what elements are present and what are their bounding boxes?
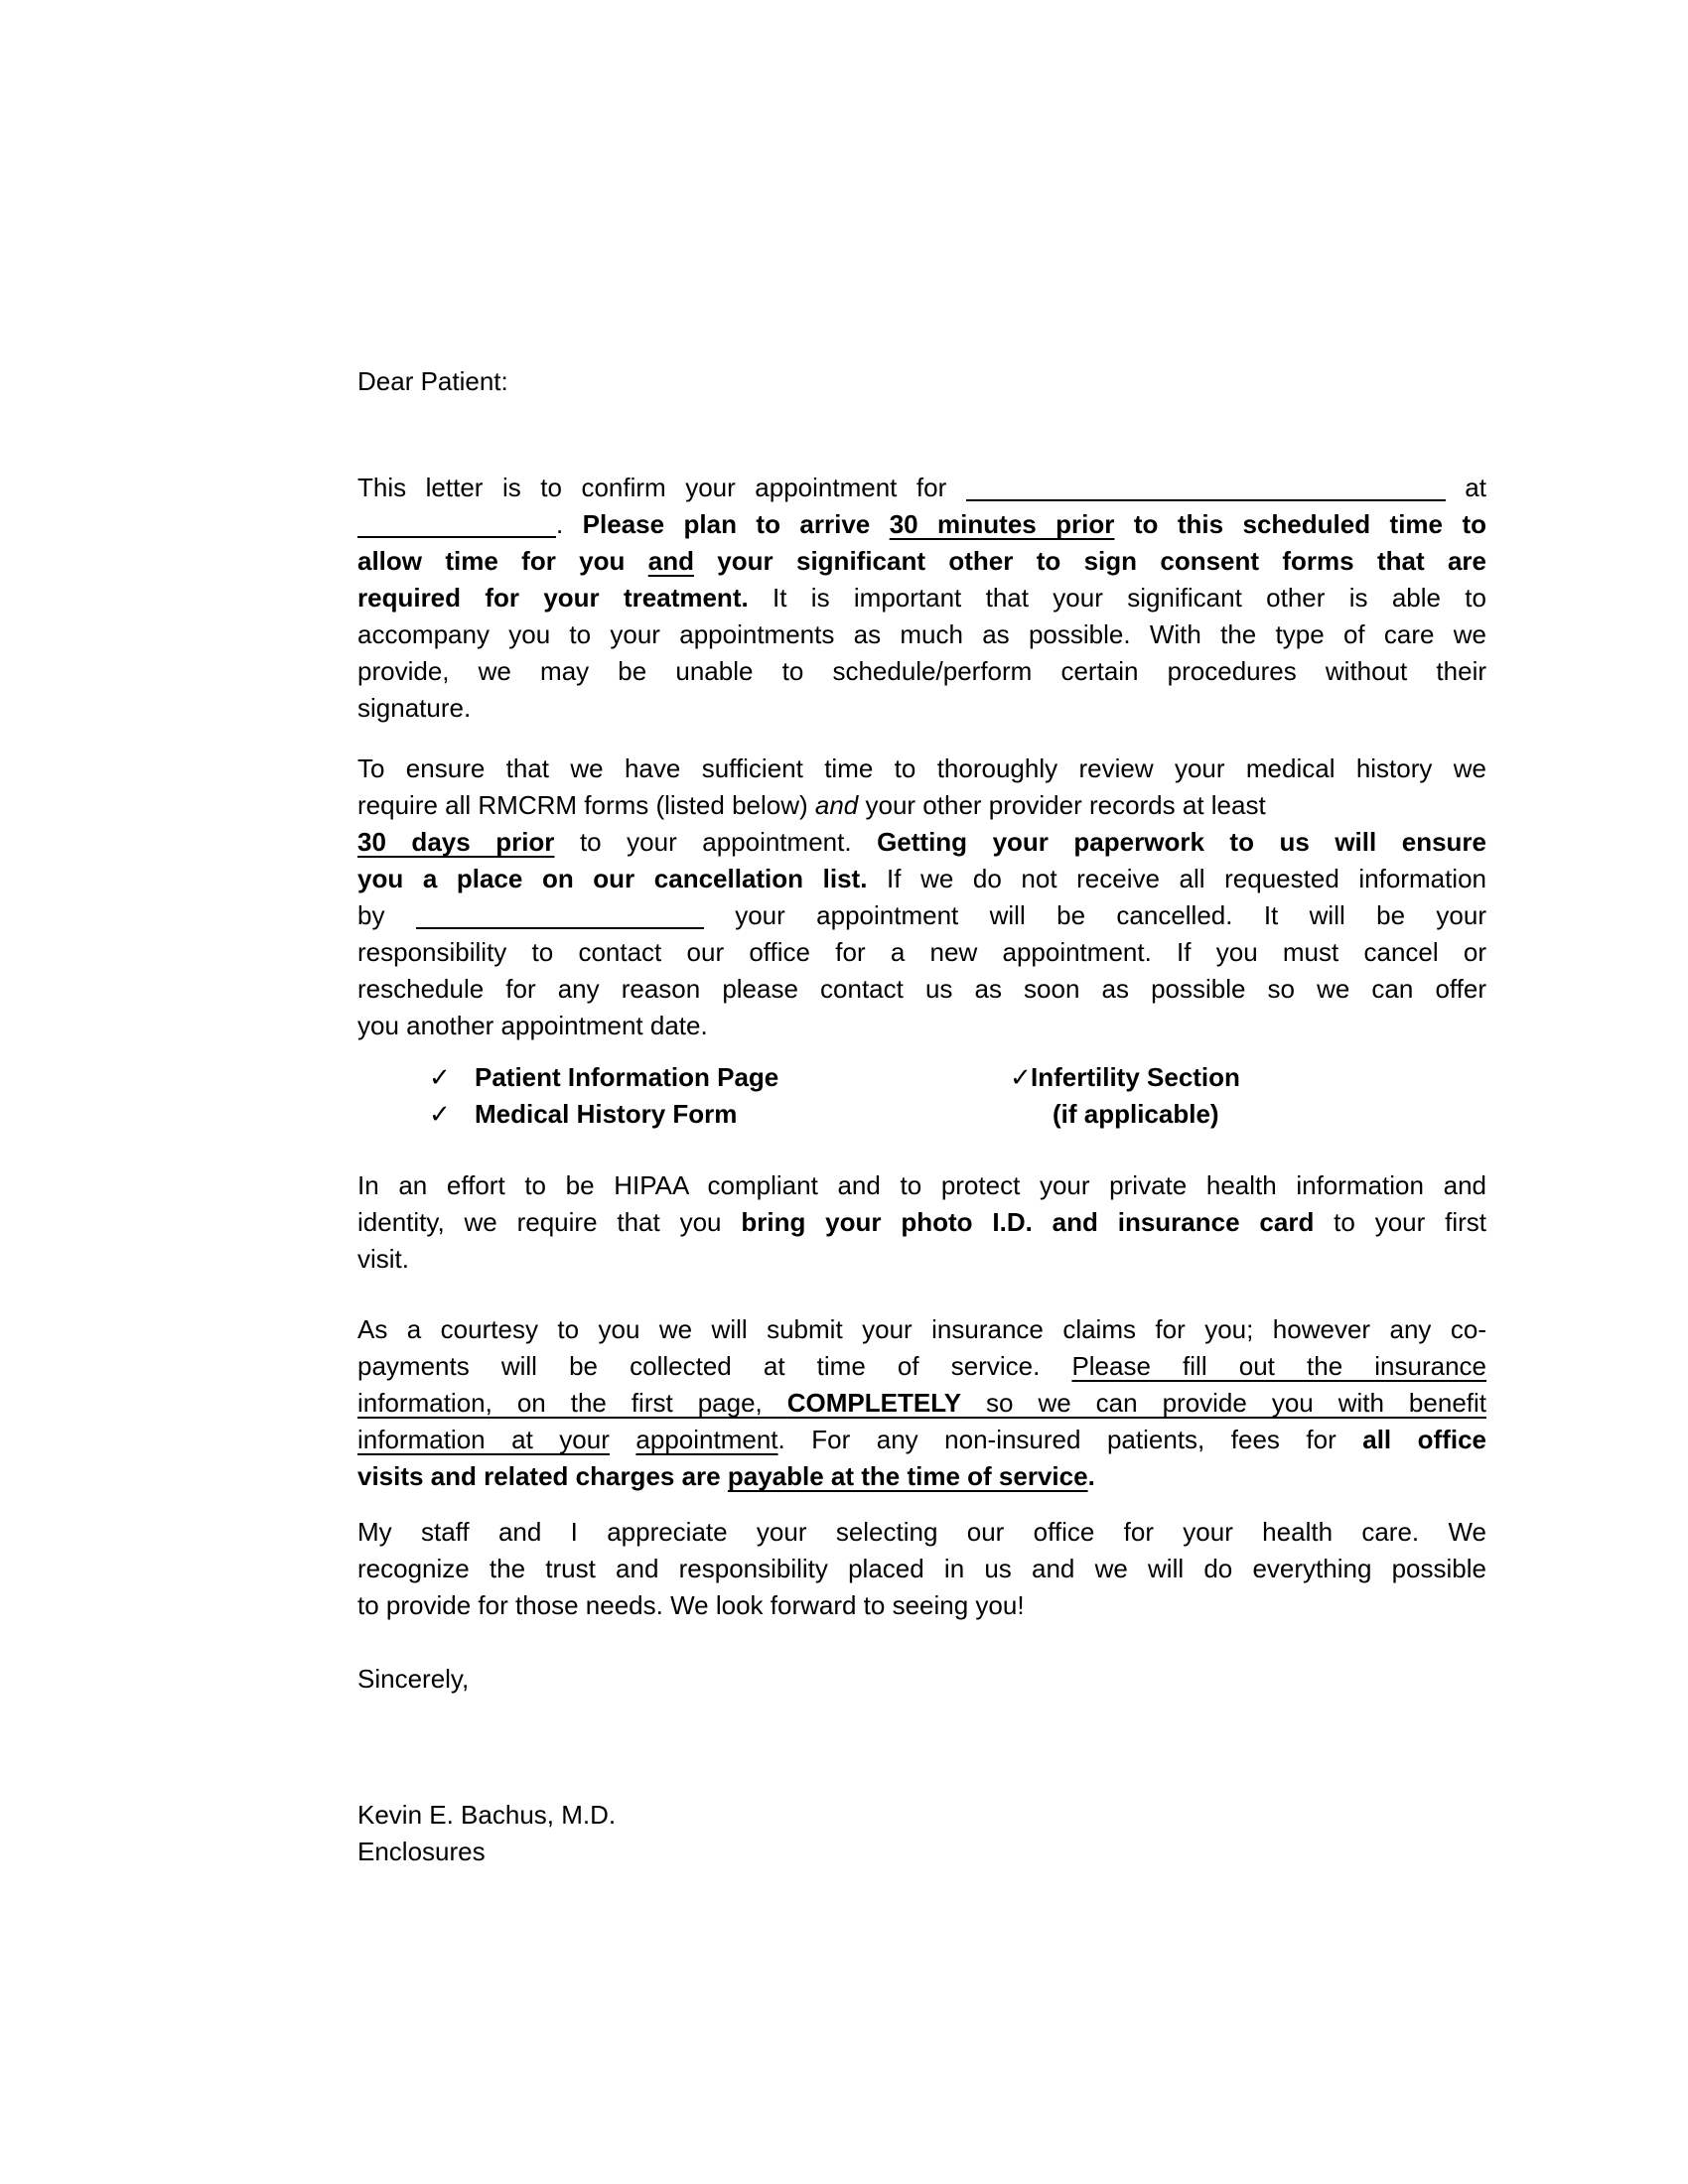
text-run: to provide for those needs. We look forward to seeing you! <box>357 1590 1025 1620</box>
text-line <box>357 1514 1486 1551</box>
text-run: appointment <box>635 1425 778 1454</box>
text-run: your appointment will be cancelled. It will be your <box>703 900 1486 930</box>
text-line <box>357 580 1486 616</box>
text-run: you another appointment date. <box>357 1011 708 1040</box>
text-line <box>357 751 1486 787</box>
text-run: Dear Patient: <box>357 366 508 396</box>
para-hipaa <box>357 1167 1486 1278</box>
text-run: Please fill out the insurance <box>1071 1351 1487 1381</box>
text-run: As a courtesy to you we will submit your insurance claims for you; however any co- <box>357 1314 1486 1344</box>
text-run: identity, we require that you <box>357 1207 742 1237</box>
text-line <box>357 616 1486 653</box>
text-run: Getting your paperwork to us will ensure <box>877 827 1486 857</box>
text-run: Enclosures <box>357 1837 486 1866</box>
signer-name <box>357 1797 1486 1834</box>
text-run: This letter is to confirm your appointment for <box>357 473 966 502</box>
fill-in-blank <box>966 479 1446 501</box>
text-run: payable at the time of service <box>727 1461 1088 1491</box>
text-run: your significant other to sign consent forms that are <box>693 546 1486 576</box>
text-run: and <box>814 790 859 820</box>
text-line <box>357 363 1486 400</box>
text-line <box>357 1241 1486 1278</box>
text-run: you a place on our cancellation list. <box>357 864 868 893</box>
checklist-item-note: (if applicable) <box>1053 1099 1219 1129</box>
text-run: bring your photo I.D. and insurance card <box>741 1207 1315 1237</box>
text-line <box>357 1385 1486 1422</box>
text-run: your other provider records at least <box>858 790 1266 820</box>
text-run: all office <box>1362 1425 1486 1454</box>
text-run: Please plan to arrive <box>582 509 890 539</box>
text-run: payments will be collected at time of service. <box>357 1351 1072 1381</box>
text-run: . <box>556 509 583 539</box>
text-run: at <box>1445 473 1486 502</box>
text-run: To ensure that we have sufficient time to thoroughly review your medical history we <box>357 753 1486 783</box>
checklist-row <box>357 1059 1486 1096</box>
text-run: 30 minutes prior <box>889 509 1115 539</box>
text-line <box>357 506 1486 543</box>
text-run: If we do not receive all requested information <box>867 864 1486 893</box>
text-line <box>357 470 1486 506</box>
text-line <box>357 1661 1486 1698</box>
text-line <box>357 1551 1486 1587</box>
fill-in-blank <box>416 907 704 929</box>
text-run: require all RMCRM forms (listed below) <box>357 790 815 820</box>
para-records <box>357 751 1486 1044</box>
text-run: to this scheduled time to <box>1114 509 1486 539</box>
text-line <box>357 1348 1486 1385</box>
checklist-item-label: Patient Information Page <box>475 1062 779 1092</box>
text-line <box>357 543 1486 580</box>
text-run: to your first <box>1314 1207 1486 1237</box>
letter-body <box>357 0 1486 1870</box>
checkmark-icon: ✓ <box>1010 1062 1032 1092</box>
checklist-item-label: Infertility Section <box>1031 1062 1240 1092</box>
text-run: recognize the trust and responsibility placed in us and we will do everything possible <box>357 1554 1486 1583</box>
sincerely <box>357 1661 1486 1698</box>
text-line <box>357 1587 1486 1624</box>
checklist <box>357 1059 1486 1133</box>
text-run: 30 days prior <box>357 827 555 857</box>
para-closing <box>357 1514 1486 1624</box>
text-line <box>357 1204 1486 1241</box>
text-line <box>357 971 1486 1008</box>
fill-in-blank <box>357 516 556 538</box>
para-appointment <box>357 470 1486 727</box>
text-run: allow time for you <box>357 546 648 576</box>
checkmark-icon: ✓ <box>429 1062 451 1092</box>
text-line <box>357 897 1486 934</box>
text-line <box>357 787 1486 824</box>
text-run: signature. <box>357 693 472 723</box>
text-run <box>610 1425 636 1454</box>
text-line <box>357 653 1486 690</box>
enclosures <box>357 1834 1486 1870</box>
text-line <box>357 824 1486 861</box>
text-line <box>357 1458 1486 1495</box>
text-run: visits and related charges are <box>357 1461 728 1491</box>
text-run: It is important that your significant other is able to <box>748 583 1486 613</box>
text-run: information at your <box>357 1425 610 1454</box>
text-run: provide, we may be unable to schedule/perform certain procedures without their <box>357 656 1486 686</box>
text-line <box>357 1422 1486 1458</box>
signature-block <box>357 1797 1486 1870</box>
text-run: Kevin E. Bachus, M.D. <box>357 1800 617 1830</box>
text-run: to your appointment. <box>554 827 878 857</box>
text-line <box>357 861 1486 897</box>
text-run: and <box>647 546 694 576</box>
text-run: visit. <box>357 1244 409 1274</box>
text-run: required for your treatment. <box>357 583 749 613</box>
text-run: responsibility to contact our office for a new appointment. If you must cancel or <box>357 937 1486 967</box>
text-run: . For any non-insured patients, fees for <box>777 1425 1363 1454</box>
text-line <box>357 1167 1486 1204</box>
checkmark-icon: ✓ <box>429 1099 451 1129</box>
text-run: COMPLETELY <box>786 1388 962 1418</box>
text-run: reschedule for any reason please contact us as soon as possible so we can offer <box>357 974 1486 1004</box>
text-line <box>357 1311 1486 1348</box>
text-run: by <box>357 900 416 930</box>
text-run: accompany you to your appointments as much as possible. With the type of care we <box>357 619 1486 649</box>
checklist-row <box>357 1096 1486 1133</box>
text-run: My staff and I appreciate your selecting our office for your health care. We <box>357 1517 1486 1547</box>
salutation <box>357 363 1486 400</box>
text-line <box>357 934 1486 971</box>
para-insurance <box>357 1311 1486 1495</box>
text-run: . <box>1087 1461 1095 1491</box>
text-run: Sincerely, <box>357 1664 470 1694</box>
text-run: In an effort to be HIPAA compliant and to protect your private health information and <box>357 1170 1486 1200</box>
text-run: so we can provide you with benefit <box>961 1388 1486 1418</box>
text-run: information, on the first page, <box>357 1388 787 1418</box>
text-line <box>357 1008 1486 1044</box>
checklist-item-label: Medical History Form <box>475 1099 738 1129</box>
text-line <box>357 690 1486 727</box>
